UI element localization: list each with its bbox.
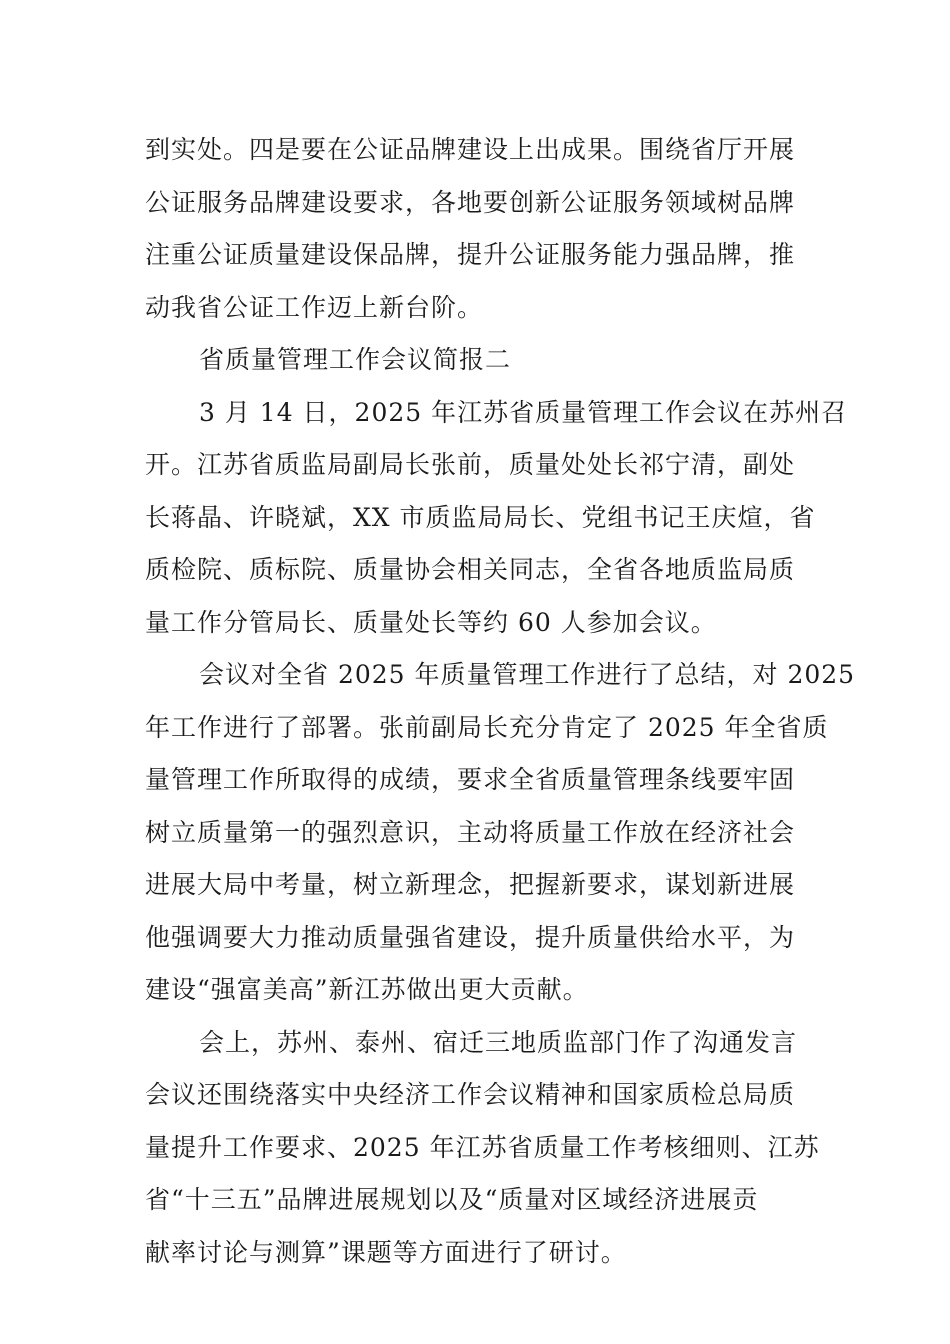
text-line: 到实处。四是要在公证品牌建设上出成果。围绕省厅开展 <box>145 135 796 164</box>
text-line: 年工作进行了部署。张前副局长充分肯定了 2025 年全省质 <box>145 712 829 742</box>
text-line: 量工作分管局长、质量处长等约 60 人参加会议。 <box>145 607 717 637</box>
text-line: 会议还围绕落实中央经济工作会议精神和国家质检总局质 <box>145 1080 796 1109</box>
text-line: 进展大局中考量，树立新理念，把握新要求，谋划新进展 <box>145 870 796 899</box>
text-line: 献率讨论与测算”课题等方面进行了研讨。 <box>145 1237 627 1267</box>
text-line: 会上，苏州、泰州、宿迁三地质监部门作了沟通发言 <box>199 1027 798 1057</box>
text-line: 量管理工作所取得的成绩，要求全省质量管理条线要牢固 <box>145 765 796 794</box>
text-line: 他强调要大力推动质量强省建设，提升质量供给水平，为 <box>145 922 796 952</box>
text-line: 质检院、质标院、质量协会相关同志，全省各地质监局质 <box>145 555 796 584</box>
text-line: 公证服务品牌建设要求，各地要创新公证服务领域树品牌 <box>145 187 796 217</box>
text-line: 树立质量第一的强烈意识，主动将质量工作放在经济社会 <box>145 817 796 847</box>
text-line: 省“十三五”品牌进展规划以及“质量对区域经济进展贡 <box>145 1185 759 1214</box>
document-body <box>145 124 856 1279</box>
text-line: 建设“强富美高”新江苏做出更大贡献。 <box>145 975 589 1004</box>
text-line: 开。江苏省质监局副局长张前，质量处处长祁宁清，副处 <box>145 450 796 479</box>
section-heading: 省质量管理工作会议简报二 <box>199 345 512 374</box>
text-line: 3 月 14 日，2025 年江苏省质量管理工作会议在苏州召 <box>199 397 848 427</box>
text-line: 注重公证质量建设保品牌，提升公证服务能力强品牌，推 <box>145 240 796 269</box>
text-line: 长蒋晶、许晓斌，XX 市质监局局长、党组书记王庆煊，省 <box>145 502 816 532</box>
text-line: 动我省公证工作迈上新台阶。 <box>145 292 484 322</box>
text-line: 会议对全省 2025 年质量管理工作进行了总结，对 2025 <box>199 660 856 689</box>
text-line: 量提升工作要求、2025 年江苏省质量工作考核细则、江苏 <box>145 1132 820 1162</box>
